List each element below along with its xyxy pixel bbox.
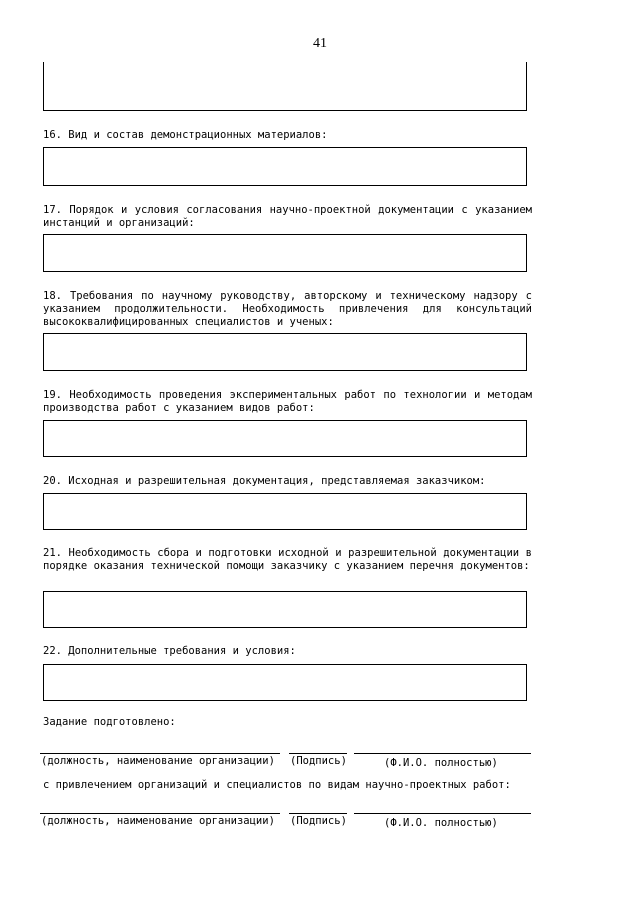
position-line-2[interactable] [40, 813, 280, 814]
item-20-label: 20. Исходная и разрешительная документация, представляемая заказчиком: [43, 475, 486, 487]
signature-caption-2: (Подпись) [290, 815, 347, 827]
involvement-label: с привлечением организаций и специалистов по видам научно-проектных работ: [43, 779, 511, 791]
name-line-1[interactable] [354, 753, 531, 754]
page-number: 41 [313, 36, 327, 51]
item-19-input-box[interactable] [43, 420, 527, 457]
item-16-label: 16. Вид и состав демонстрационных материалов: [43, 129, 328, 141]
signature-line-1[interactable] [289, 753, 347, 754]
item-16-input-box[interactable] [43, 147, 527, 186]
position-caption-2: (должность, наименование организации) [41, 815, 275, 827]
previous-item-input-box[interactable] [43, 62, 527, 111]
item-20-input-box[interactable] [43, 493, 527, 530]
name-caption-2: (Ф.И.О. полностью) [384, 817, 498, 829]
position-caption-1: (должность, наименование организации) [41, 755, 275, 767]
item-22-input-box[interactable] [43, 664, 527, 701]
signature-line-2[interactable] [289, 813, 347, 814]
name-line-2[interactable] [354, 813, 531, 814]
position-line-1[interactable] [40, 753, 280, 754]
prepared-label: Задание подготовлено: [43, 716, 176, 728]
item-22-label: 22. Дополнительные требования и условия: [43, 645, 296, 657]
item-18-input-box[interactable] [43, 333, 527, 371]
name-caption-1: (Ф.И.О. полностью) [384, 757, 498, 769]
item-18-label: 18. Требования по научному руководству, авторскому и техническому надзору с указанием продолжительности. Необходимость привлечения для консультаций высококвалифицированных специалистов и ученых: [43, 290, 532, 328]
item-21-label: 21. Необходимость сбора и подготовки исходной и разрешительной документации в порядке оказания технической помощи заказчику с указанием перечня документов: [43, 547, 532, 572]
signature-caption-1: (Подпись) [290, 755, 347, 767]
item-19-label: 19. Необходимость проведения экспериментальных работ по технологии и методам производства работ с указанием видов работ: [43, 389, 532, 414]
item-17-label: 17. Порядок и условия согласования научно-проектной документации с указанием инстанций и организаций: [43, 204, 532, 229]
item-17-input-box[interactable] [43, 234, 527, 272]
item-21-input-box[interactable] [43, 591, 527, 628]
